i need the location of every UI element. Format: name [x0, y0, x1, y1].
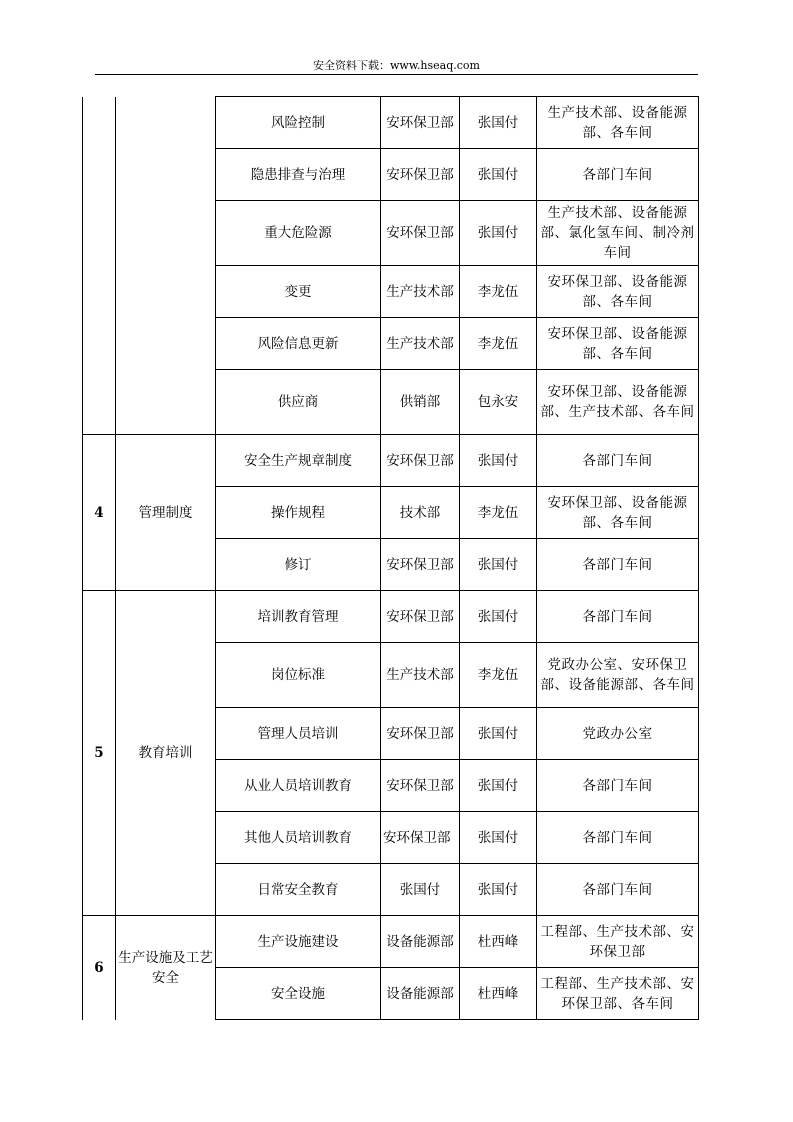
assist-cell: 安环保卫部、设备能源部、各车间 [537, 318, 699, 370]
assist-cell: 各部门车间 [537, 539, 699, 591]
assist-cell: 安环保卫部、设备能源部、各车间 [537, 266, 699, 318]
person-cell: 张国付 [460, 201, 537, 266]
person-cell: 张国付 [460, 539, 537, 591]
assist-cell: 生产技术部、设备能源部、氯化氢车间、制冷剂车间 [537, 201, 699, 266]
group-name: 生产设施及工艺安全 [116, 916, 216, 1020]
person-cell: 杜西峰 [460, 968, 537, 1020]
person-cell: 李龙伍 [460, 318, 537, 370]
page-header: 安全资料下载：www.hseaq.com [313, 59, 480, 72]
dept-cell: 生产技术部 [381, 318, 460, 370]
item-cell: 其他人员培训教育 [216, 812, 381, 864]
group-name: 管理制度 [116, 435, 216, 591]
item-cell: 风险控制 [216, 97, 381, 149]
assist-cell: 各部门车间 [537, 864, 699, 916]
group-number: 4 [83, 435, 116, 591]
item-cell: 操作规程 [216, 487, 381, 539]
dept-cell: 安环保卫部 [381, 97, 460, 149]
person-cell: 张国付 [460, 760, 537, 812]
assist-cell: 工程部、生产技术部、安环保卫部、各车间 [537, 968, 699, 1020]
assist-cell: 党政办公室、安环保卫部、设备能源部、各车间 [537, 643, 699, 708]
person-cell: 李龙伍 [460, 643, 537, 708]
item-cell: 日常安全教育 [216, 864, 381, 916]
item-cell: 隐患排查与治理 [216, 149, 381, 201]
assist-cell: 各部门车间 [537, 591, 699, 643]
person-cell: 张国付 [460, 812, 537, 864]
item-cell: 管理人员培训 [216, 708, 381, 760]
dept-cell: 设备能源部 [381, 968, 460, 1020]
dept-cell: 安环保卫部 [381, 435, 460, 487]
table-row [83, 97, 699, 149]
assist-cell: 各部门车间 [537, 149, 699, 201]
dept-cell: 技术部 [381, 487, 460, 539]
item-cell: 培训教育管理 [216, 591, 381, 643]
dept-cell: 张国付 [381, 864, 460, 916]
dept-cell: 生产技术部 [381, 266, 460, 318]
item-cell: 变更 [216, 266, 381, 318]
table-row [83, 435, 699, 487]
group-number: 5 [83, 591, 116, 916]
dept-cell: 安环保卫部 [381, 201, 460, 266]
item-cell: 重大危险源 [216, 201, 381, 266]
person-cell: 杜西峰 [460, 916, 537, 968]
item-cell: 安全生产规章制度 [216, 435, 381, 487]
item-cell: 岗位标准 [216, 643, 381, 708]
group-number: 6 [83, 916, 116, 1020]
dept-cell: 供销部 [381, 370, 460, 435]
dept-cell: 安环保卫部 [381, 539, 460, 591]
person-cell: 张国付 [460, 97, 537, 149]
dept-cell: 设备能源部 [381, 916, 460, 968]
assist-cell: 各部门车间 [537, 812, 699, 864]
person-cell: 张国付 [460, 708, 537, 760]
dept-cell: 安环保卫部 [381, 812, 460, 864]
person-cell: 张国付 [460, 591, 537, 643]
group-name: 教育培训 [116, 591, 216, 916]
assist-cell: 安环保卫部、设备能源部、生产技术部、各车间 [537, 370, 699, 435]
dept-cell: 安环保卫部 [381, 591, 460, 643]
item-cell: 生产设施建设 [216, 916, 381, 968]
person-cell: 李龙伍 [460, 266, 537, 318]
item-cell: 从业人员培训教育 [216, 760, 381, 812]
dept-cell: 安环保卫部 [381, 760, 460, 812]
assist-cell: 各部门车间 [537, 435, 699, 487]
assist-cell: 安环保卫部、设备能源部、各车间 [537, 487, 699, 539]
person-cell: 包永安 [460, 370, 537, 435]
item-cell: 修订 [216, 539, 381, 591]
person-cell: 张国付 [460, 149, 537, 201]
person-cell: 张国付 [460, 864, 537, 916]
item-cell: 供应商 [216, 370, 381, 435]
item-cell: 安全设施 [216, 968, 381, 1020]
person-cell: 李龙伍 [460, 487, 537, 539]
dept-cell: 生产技术部 [381, 643, 460, 708]
assist-cell: 各部门车间 [537, 760, 699, 812]
assist-cell: 党政办公室 [537, 708, 699, 760]
assist-cell: 工程部、生产技术部、安环保卫部 [537, 916, 699, 968]
table-row [83, 916, 699, 968]
assist-cell: 生产技术部、设备能源部、各车间 [537, 97, 699, 149]
group-number [83, 97, 116, 435]
responsibility-table [82, 96, 699, 1020]
dept-cell: 安环保卫部 [381, 708, 460, 760]
table-row [83, 591, 699, 643]
person-cell: 张国付 [460, 435, 537, 487]
group-name [116, 97, 216, 435]
header-rule [95, 74, 698, 75]
item-cell: 风险信息更新 [216, 318, 381, 370]
dept-cell: 安环保卫部 [381, 149, 460, 201]
